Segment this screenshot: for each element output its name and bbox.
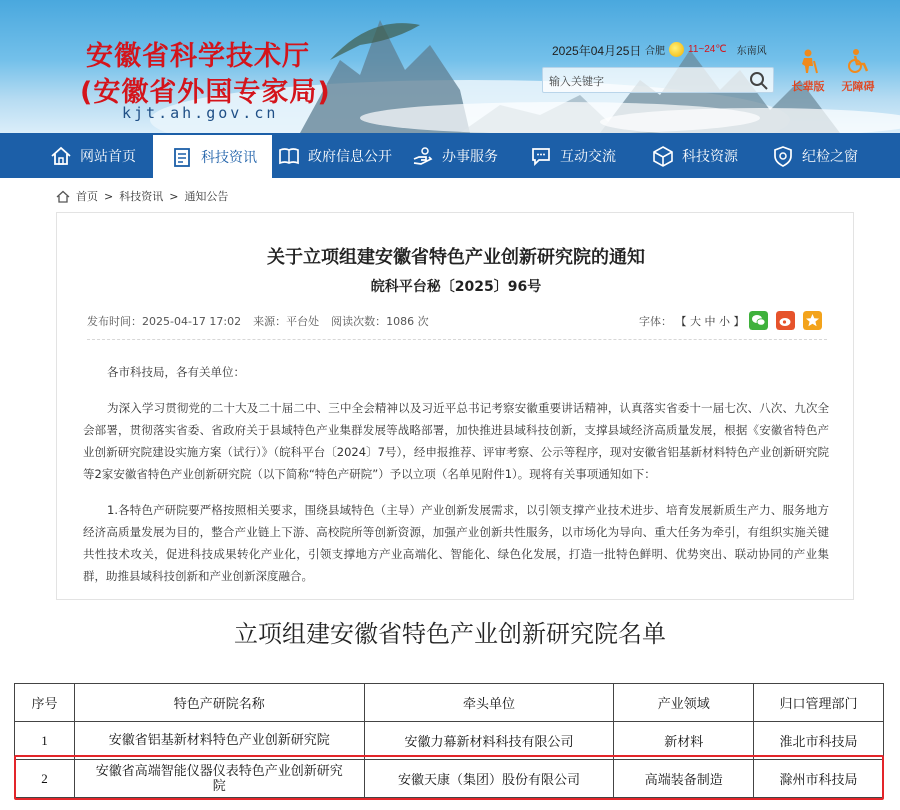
table-header-row xyxy=(15,684,884,722)
nav-label: 互动交流 xyxy=(560,148,616,165)
search-box xyxy=(542,67,774,93)
column-header: 归口管理部门 xyxy=(754,684,884,722)
breadcrumb-separator: > xyxy=(104,189,114,203)
lead-unit: 安徽力幕新材料科技有限公司 xyxy=(364,722,614,760)
nav-item-news[interactable] xyxy=(153,133,272,178)
nav-item-services[interactable] xyxy=(412,133,498,178)
news-icon xyxy=(171,146,193,168)
table-row xyxy=(15,760,884,798)
nav-item-gov-info[interactable] xyxy=(278,133,392,178)
view-count: 阅读次数：1086 次 xyxy=(331,315,429,328)
managing-department: 淮北市科技局 xyxy=(754,722,884,760)
site-title[interactable]: 安徽省科学技术厅 xyxy=(86,41,310,72)
site-domain: kjt.ah.gov.cn xyxy=(122,104,279,122)
column-header: 序号 xyxy=(15,684,75,722)
accessibility-label: 无障碍 xyxy=(841,80,875,93)
column-header: 产业领域 xyxy=(614,684,754,722)
column-header: 牵头单位 xyxy=(364,684,614,722)
body-paragraph-1: 为深入学习贯彻党的二十大及二十届二中、三中全会精神以及习近平总书记考察安徽重要讲话精神，认真落实省委十一届七次、八次、九次全会部署，贯彻落实省委、省政府关于县域特色产业集群发展等战略部署，加快推进县域科技创新，支撑县域经济高质量发展，根据《安徽省特色产业创新研究院建设实施方案（试行）》（皖科平台〔2024〕7号），经申报推荐、评审考察、公示等程序，现对安徽省铝基新材料特色产业创新研究院等2家安徽省特色产业创新研究院（以下简称“特色产研院”）予以立项（名单见附件1）。现将有关事项通知如下： xyxy=(83,401,829,481)
article-title: 关于立项组建安徽省特色产业创新研究院的通知 xyxy=(267,247,645,268)
institute-name: 安徽省铝基新材料特色产业创新研究院 xyxy=(74,722,364,760)
weather-wind: 东南风 xyxy=(736,46,767,57)
document-number: 皖科平台秘〔2025〕96号 xyxy=(370,279,542,295)
nav-label: 办事服务 xyxy=(442,148,498,165)
nav-label: 政府信息公开 xyxy=(308,148,392,165)
row-number: 2 xyxy=(15,760,75,798)
list-title: 立项组建安徽省特色产业创新研究院名单 xyxy=(234,620,666,648)
breadcrumb-home[interactable]: 首页 xyxy=(76,190,98,203)
wechat-share-icon[interactable] xyxy=(749,311,768,330)
article-source: 来源：平台处 xyxy=(253,315,320,328)
search-input[interactable] xyxy=(549,72,739,90)
shield-icon xyxy=(772,145,794,167)
weather-city: 合肥 xyxy=(645,46,665,57)
cube-icon xyxy=(652,145,674,167)
table-row xyxy=(15,722,884,760)
accessibility-button[interactable] xyxy=(834,48,882,94)
row-number: 1 xyxy=(15,722,75,760)
site-header xyxy=(0,0,900,133)
institute-name: 安徽省高端智能仪器仪表特色产业创新研究院 xyxy=(74,760,364,798)
font-size-control xyxy=(639,313,745,329)
nav-item-resources[interactable] xyxy=(652,133,738,178)
home-icon xyxy=(50,145,72,167)
site-subtitle: (安徽省外国专家局) xyxy=(80,77,331,108)
nav-item-discipline[interactable] xyxy=(772,133,858,178)
chat-icon xyxy=(530,145,552,167)
nav-label: 网站首页 xyxy=(80,148,136,165)
care-mode-label: 长辈版 xyxy=(791,80,825,93)
article-card xyxy=(56,212,854,600)
weather-widget xyxy=(645,42,767,57)
nav-item-home[interactable] xyxy=(50,133,136,178)
meta-divider xyxy=(87,339,827,340)
nav-item-interaction[interactable] xyxy=(530,133,616,178)
nav-label: 科技资源 xyxy=(682,148,738,165)
breadcrumb-notices[interactable]: 通知公告 xyxy=(184,190,229,203)
managing-department: 滁州市科技局 xyxy=(754,760,884,798)
breadcrumb xyxy=(56,188,228,204)
body-paragraph-2: 1.各特色产研院要严格按照相关要求，围绕县域特色（主导）产业创新发展需求，以引领支撑产业技术进步、培育发展新质生产力、服务地方经济高质量发展为目的，整合产业链上下游、高校院所等创新资源，加强产业创新共性服务，以市场化为导向、重大任务为牵引，有组织实施关键共性技术攻关，促进科技成果转化产业化，引领支撑地方产业高端化、智能化、绿色化发展，打造一批特色鲜明、优势突出、联动协同的产业集群，助推县域科技创新和产业创新深度融合。 xyxy=(83,503,829,583)
sun-icon xyxy=(669,42,684,57)
publish-time: 发布时间：2025-04-17 17:02 xyxy=(87,315,242,328)
weibo-share-icon[interactable] xyxy=(776,311,795,330)
book-icon xyxy=(278,145,300,167)
care-mode-button[interactable] xyxy=(784,48,832,94)
favorite-star-icon[interactable] xyxy=(803,311,822,330)
search-icon[interactable] xyxy=(749,71,769,91)
industry-field: 高端装备制造 xyxy=(614,760,754,798)
breadcrumb-separator: > xyxy=(169,189,179,203)
font-size-label: 字体： xyxy=(639,315,672,328)
nav-label: 科技资讯 xyxy=(201,149,257,166)
font-size-options[interactable]: 【 大 中 小 】 xyxy=(675,315,745,328)
lead-unit: 安徽天康（集团）股份有限公司 xyxy=(364,760,614,798)
hand-icon xyxy=(412,145,434,167)
nav-label: 纪检之窗 xyxy=(802,148,858,165)
breadcrumb-news[interactable]: 科技资讯 xyxy=(119,190,164,203)
wheelchair-icon xyxy=(845,48,871,74)
salutation: 各市科技局，各有关单位： xyxy=(107,365,245,379)
current-date: 2025年04月25日 xyxy=(552,44,642,58)
column-header: 特色产研院名称 xyxy=(74,684,364,722)
industry-field: 新材料 xyxy=(614,722,754,760)
weather-temp: 11~24℃ xyxy=(688,44,727,55)
home-icon xyxy=(56,190,70,203)
institutes-table xyxy=(14,683,884,798)
main-nav xyxy=(0,133,900,178)
elder-icon xyxy=(795,48,821,74)
article-meta xyxy=(87,313,429,329)
